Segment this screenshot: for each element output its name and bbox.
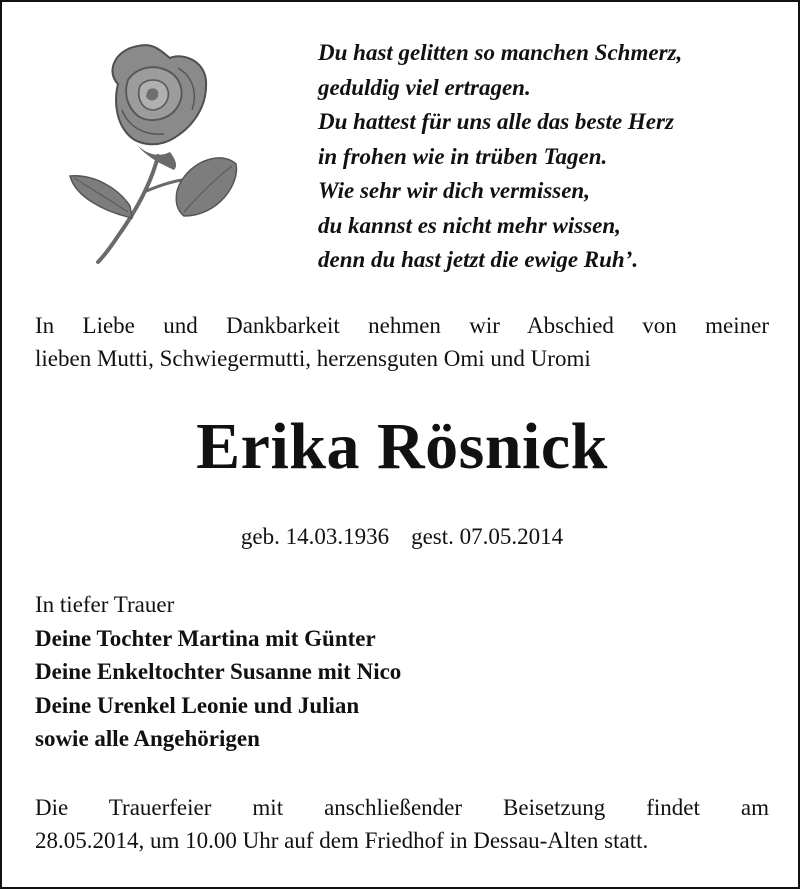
life-dates: [2, 521, 800, 553]
mourners-heading: In tiefer Trauer: [35, 592, 175, 617]
ceremony-info: [35, 791, 769, 857]
poem-line: Du hattest für uns alle das beste Herz: [318, 109, 674, 134]
mourner-line: Deine Tochter Martina mit Günter: [35, 625, 376, 651]
deceased-name: Erika Rösnick: [196, 410, 608, 483]
mourner-line: sowie alle Angehörigen: [35, 726, 260, 751]
mourner-line: Deine Enkeltochter Susanne mit Nico: [35, 659, 402, 684]
poem-line: denn du hast jetzt die ewige Ruh’.: [318, 247, 639, 272]
poem-line: in frohen wie in trüben Tagen.: [318, 143, 608, 169]
mourners-block: [35, 588, 769, 756]
birth-date: geb. 14.03.1936: [240, 524, 390, 549]
farewell-intro: [35, 309, 769, 375]
mourner-line: Deine Urenkel Leonie und Julian: [35, 692, 360, 718]
ceremony-line: 28.05.2014, um 10.00 Uhr auf dem Friedhof in Dessau-Alten statt.: [35, 828, 649, 853]
intro-line: lieben Mutti, Schwiegermutti, herzensguten Omi und Uromi: [35, 346, 591, 371]
poem-line: du kannst es nicht mehr wissen,: [318, 212, 621, 238]
rose-icon: [66, 40, 266, 268]
poem-line: geduldig viel ertragen.: [318, 74, 531, 100]
poem-line: Wie sehr wir dich vermissen,: [318, 178, 590, 203]
death-date: gest. 07.05.2014: [411, 524, 564, 549]
poem: [318, 36, 788, 278]
poem-line: Du hast gelitten so manchen Schmerz,: [318, 40, 683, 65]
intro-line: In Liebe und Dankbarkeit nehmen wir Abschied von meiner: [35, 313, 769, 338]
ceremony-line: Die Trauerfeier mit anschließender Beisetzung findet am: [35, 795, 769, 820]
